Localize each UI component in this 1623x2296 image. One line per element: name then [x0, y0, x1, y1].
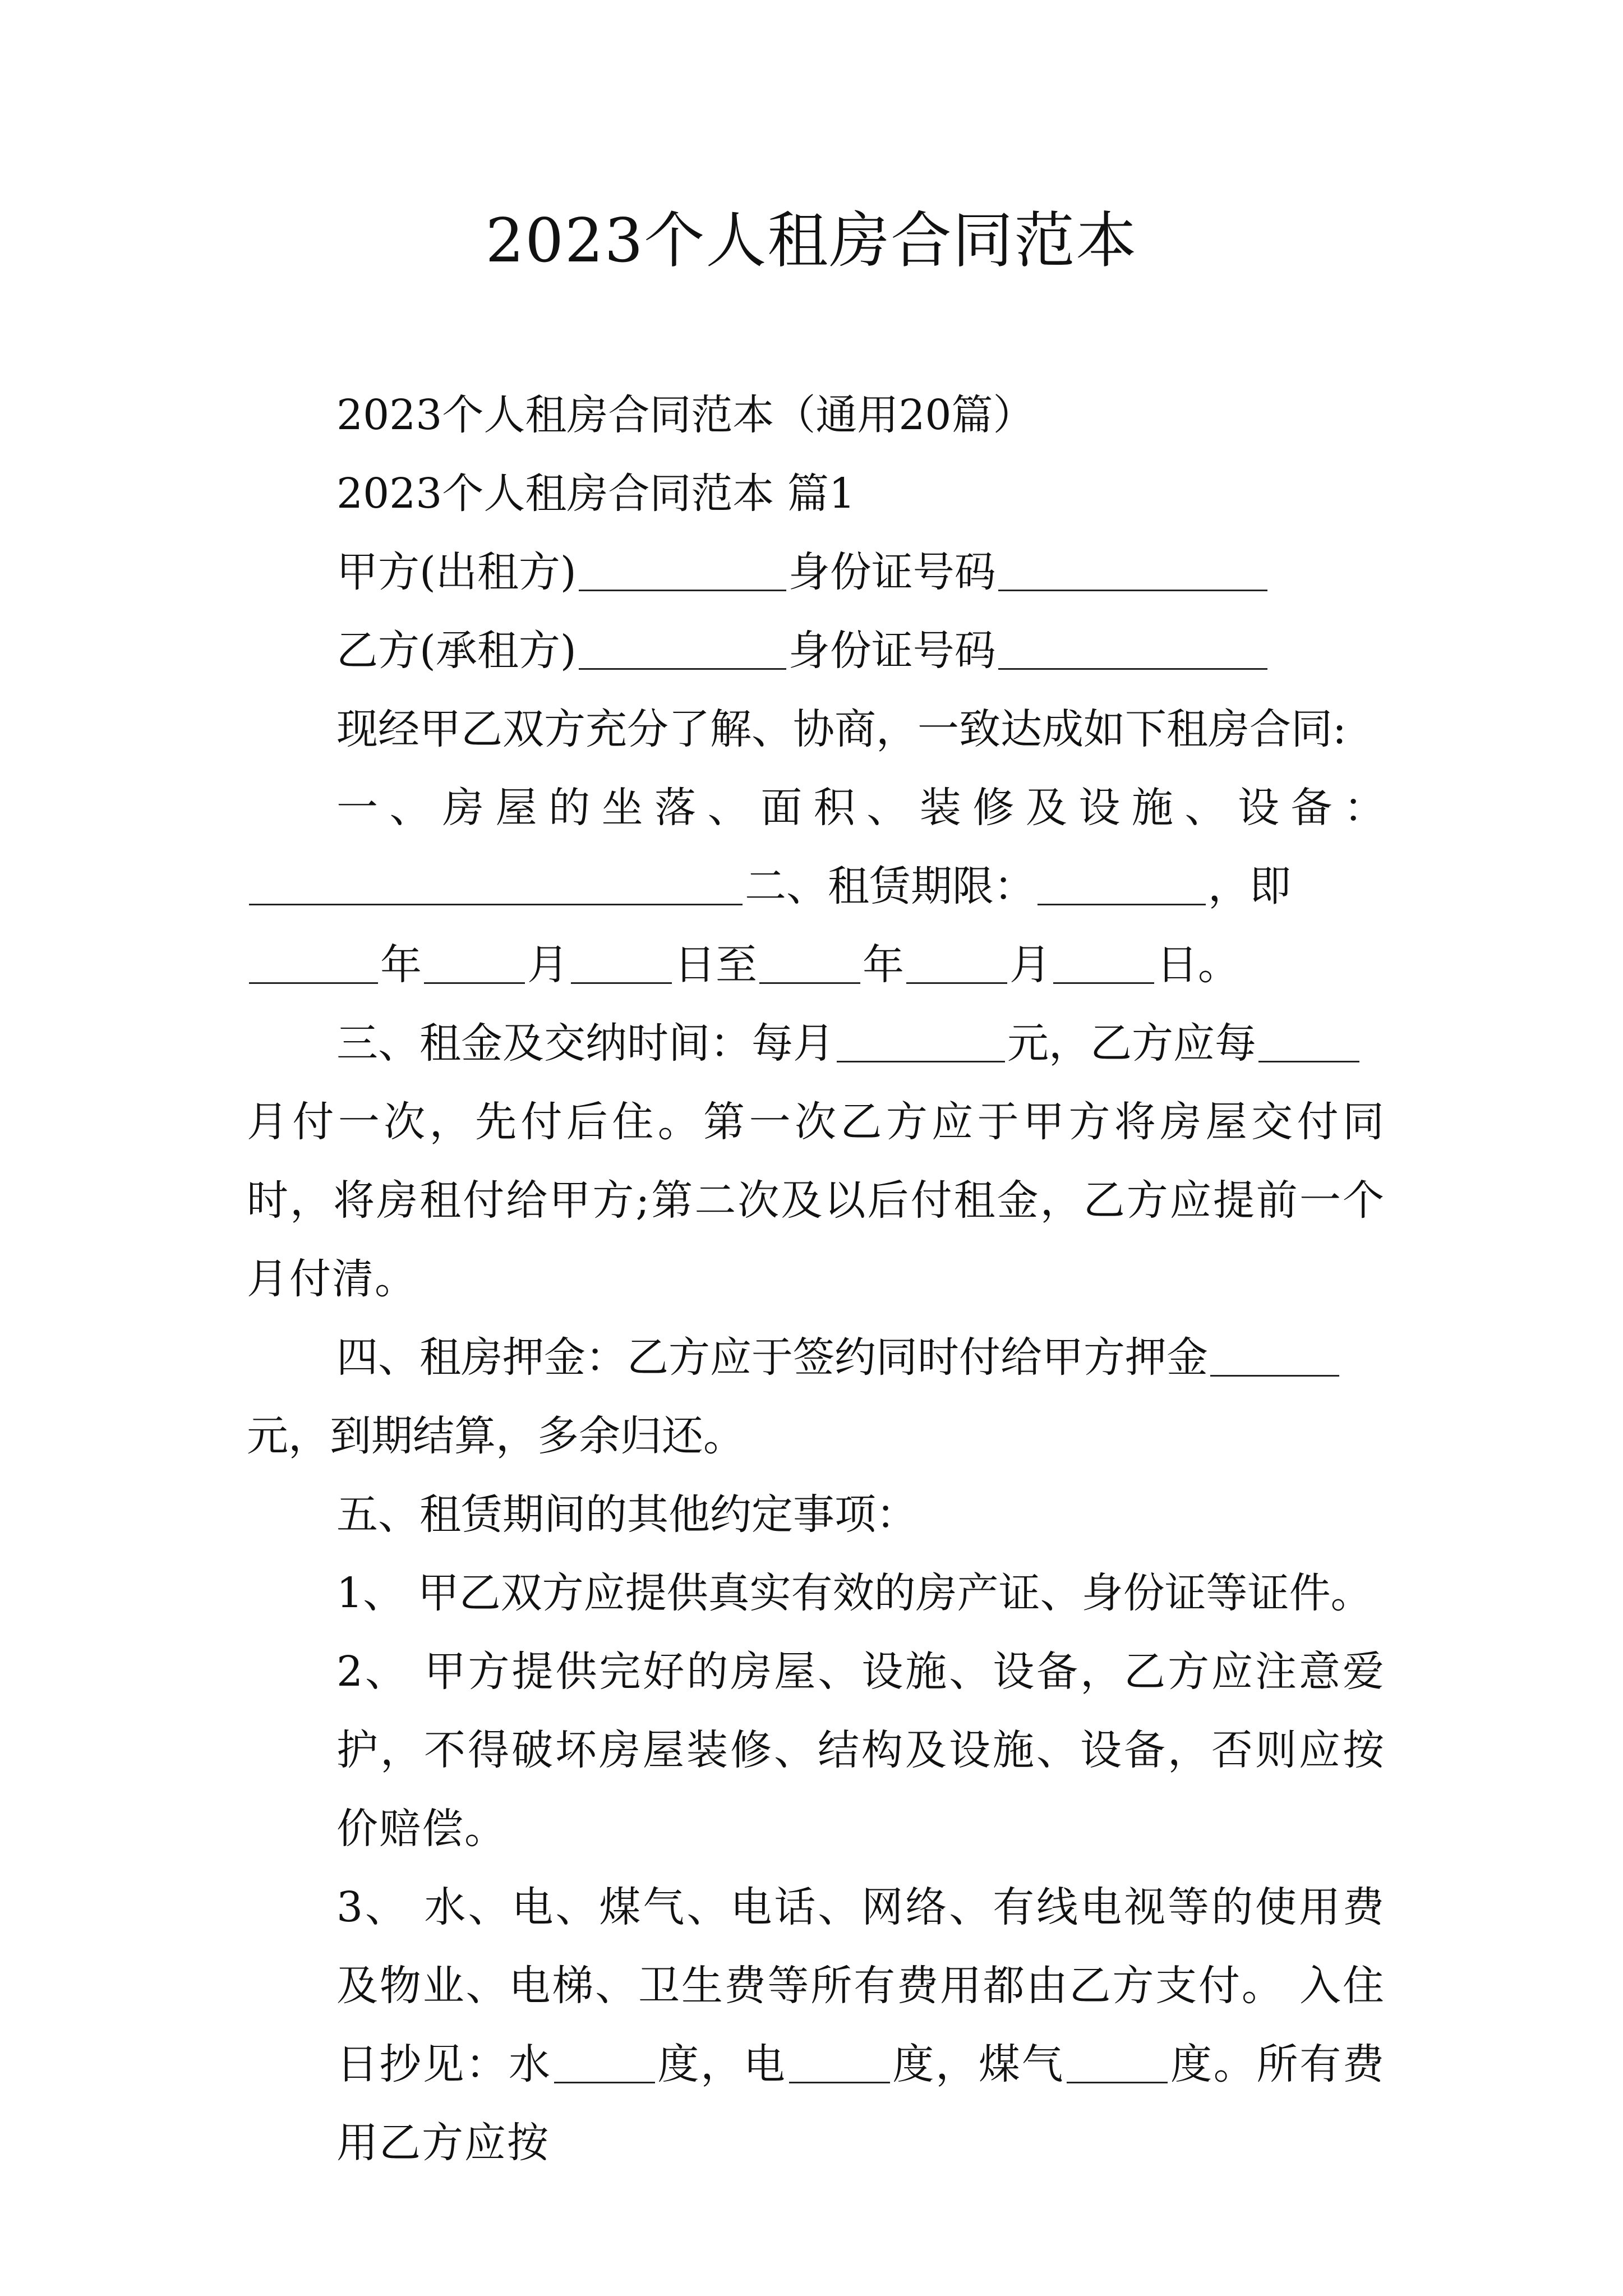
end-year-blank[interactable]	[759, 941, 860, 984]
deposit-blank[interactable]	[1210, 1333, 1339, 1377]
end-month-blank[interactable]	[906, 941, 1007, 984]
start-year-label: 年	[380, 941, 422, 989]
party-a-label: 甲方(出租方)	[336, 548, 577, 596]
lease-term-blank[interactable]	[1038, 862, 1206, 905]
clause-2-label: 二、租赁期限：	[745, 862, 1035, 910]
party-a-name-blank[interactable]	[579, 548, 786, 591]
clause-2-ji: ，即	[1208, 862, 1291, 910]
item-3-d: 度。所有费用乙方应按	[336, 2040, 1385, 2167]
clause-1: 一、房屋的坐落、面积、装修及设施、设备：	[336, 784, 1385, 832]
end-day-blank[interactable]	[1053, 941, 1154, 984]
party-b-label: 乙方(承租方)	[336, 627, 577, 675]
clause-4-a: 四、租房押金：乙方应于签约同时付给甲方押金	[336, 1333, 1208, 1382]
end-day-label: 日。	[1156, 941, 1239, 989]
party-b-name-blank[interactable]	[579, 627, 786, 670]
item-2: 2、 甲方提供完好的房屋、设施、设备，乙方应注意爱护，不得破坏房屋装修、结构及设施、设备，否则应按价赔偿。	[336, 1648, 1385, 1853]
clause-3-b: 元，乙方应每	[1007, 1019, 1256, 1068]
monthly-rent-blank[interactable]	[837, 1019, 1005, 1062]
start-day-blank[interactable]	[571, 941, 672, 984]
start-month-label: 月	[527, 941, 569, 989]
end-month-label: 月	[1009, 941, 1051, 989]
gas-reading-blank[interactable]	[1067, 2040, 1168, 2083]
intro-paragraph: 现经甲乙双方充分了解、协商，一致达成如下租房合同:	[336, 705, 1347, 753]
lease-dates-line	[247, 926, 1385, 1004]
item-1: 1、 甲乙双方应提供真实有效的房产证、身份证等证件。	[336, 1569, 1372, 1617]
subtitle-line: 2023个人租房合同范本（通用20篇）	[336, 391, 1035, 439]
document-title: 2023个人租房合同范本	[485, 206, 1138, 276]
section-heading: 2023个人租房合同范本 篇1	[336, 470, 855, 518]
party-b-id-blank[interactable]	[998, 627, 1267, 670]
item-3-b: 度，电	[657, 2040, 787, 2088]
clause-4-continued: 元，到期结算，多余归还。	[247, 1412, 745, 1460]
clause-5: 五、租赁期间的其他约定事项：	[336, 1490, 917, 1539]
payment-interval-blank[interactable]	[1258, 1019, 1359, 1062]
start-year-blank[interactable]	[249, 941, 378, 984]
clause-3-continued: 月付一次，先付后住。第一次乙方应于甲方将房屋交付同时，将房租付给甲方;第二次及以后付租金，乙方应提前一个月付清。	[247, 1098, 1385, 1303]
water-reading-blank[interactable]	[554, 2040, 655, 2083]
party-b-id-label: 身份证号码	[788, 627, 996, 675]
clause-4-line	[247, 1318, 1385, 1397]
party-a-id-blank[interactable]	[998, 548, 1267, 591]
party-a-id-label: 身份证号码	[788, 548, 996, 596]
party-a-line	[247, 533, 1385, 611]
electricity-reading-blank[interactable]	[789, 2040, 890, 2083]
item-3-a: 3、 水、电、煤气、电话、网络、有线电视等的使用费及物业、电梯、卫生费等所有费用都由乙方支付。 入住日抄见：水	[336, 1883, 1385, 2088]
premises-blank[interactable]	[249, 862, 743, 905]
end-year-label: 年	[863, 941, 904, 989]
party-b-line	[247, 611, 1385, 690]
document-body	[247, 376, 1385, 2182]
clause-3-line	[247, 1004, 1385, 1083]
clause-2-line	[247, 847, 1385, 926]
day-to-label: 日至	[674, 941, 757, 989]
clause-3-a: 三、租金及交纳时间：每月	[336, 1019, 834, 1068]
item-3-c: 度，煤气	[892, 2040, 1065, 2088]
start-month-blank[interactable]	[424, 941, 525, 984]
item-3	[247, 1868, 1385, 2182]
